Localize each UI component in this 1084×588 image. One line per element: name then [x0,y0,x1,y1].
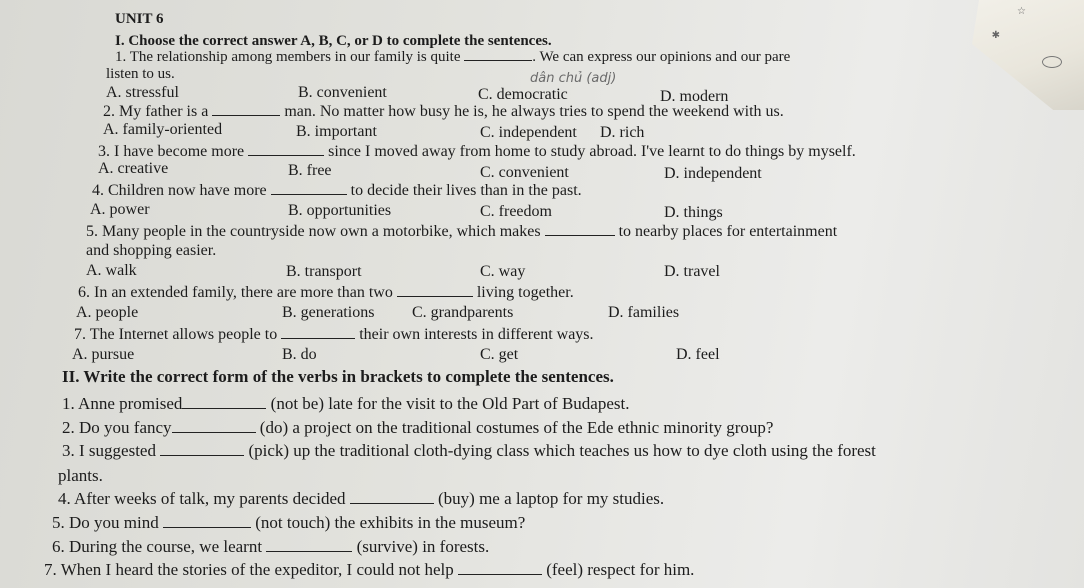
question-6 [78,283,574,302]
question-5-continued: and shopping easier. [86,242,217,259]
verb-question-3 [62,442,876,460]
question-text: 6. In an extended family, there are more than two [78,284,393,301]
verb-question-3-continued: plants. [58,466,103,485]
question-text: 5. Do you mind [52,513,159,532]
answer-blank[interactable] [266,538,352,552]
verb-question-1 [62,395,629,413]
question-text: (not be) late for the visit to the Old Part of Budapest. [270,394,630,413]
option-d[interactable]: D. independent [664,165,762,182]
doodle-mark: ✱ [991,30,1000,41]
answer-blank[interactable] [163,514,251,528]
option-b[interactable]: B. free [288,162,332,179]
option-c[interactable]: C. grandparents [412,304,514,321]
question-text: 7. The Internet allows people to [74,326,278,343]
question-text: 1. The relationship among members in our family is quite [115,49,461,65]
answer-blank[interactable] [182,395,266,409]
verb-question-2 [62,419,773,437]
option-d[interactable]: D. rich [600,124,645,141]
answer-blank[interactable] [212,102,280,116]
question-4 [92,181,582,200]
answer-blank[interactable] [545,222,615,236]
option-d[interactable]: D. feel [676,346,720,363]
question-text: (buy) me a laptop for my studies. [438,489,665,508]
question-text: (pick) up the traditional cloth-dying class which teaches us how to dye cloth using the forest [248,441,876,460]
verb-question-7 [44,561,694,579]
question-text: 4. Children now have more [92,182,267,199]
option-b[interactable]: B. transport [286,263,362,280]
question-5 [86,222,837,241]
answer-blank[interactable] [248,142,324,156]
option-b[interactable]: B. generations [282,304,375,321]
section1-heading: I. Choose the correct answer A, B, C, or D to complete the sentences. [115,33,552,49]
question-text: 2. My father is a [103,103,209,120]
question-text: (feel) respect for him. [546,560,695,579]
option-a[interactable]: A. family-oriented [103,121,223,138]
option-c[interactable]: C. democratic [478,86,568,103]
option-a[interactable]: A. stressful [106,84,179,101]
notebook-ring [1042,56,1062,68]
answer-blank[interactable] [281,325,355,339]
question-text: living together. [476,284,574,301]
verb-question-4 [58,490,664,508]
option-a[interactable]: A. power [90,201,150,218]
question-text: 3. I have become more [98,143,245,160]
option-a[interactable]: A. walk [86,262,137,279]
option-c[interactable]: C. convenient [480,164,569,181]
question-text: (not touch) the exhibits in the museum? [255,513,526,532]
option-d[interactable]: D. families [608,304,680,321]
answer-blank[interactable] [172,419,256,433]
question-3 [98,142,856,161]
option-d[interactable]: D. travel [664,263,720,280]
doodle-mark: ☆ [1017,6,1026,17]
option-a[interactable]: A. people [76,304,139,321]
option-c[interactable]: C. way [480,263,526,280]
question-2 [103,102,784,121]
question-1-continued: listen to us. [106,66,175,82]
question-text: 2. Do you fancy [62,418,172,437]
option-b[interactable]: B. do [282,346,317,363]
answer-blank[interactable] [397,283,473,297]
option-a[interactable]: A. pursue [72,346,135,363]
verb-question-6 [52,538,489,556]
answer-blank[interactable] [464,47,532,61]
question-text: to decide their lives than in the past. [350,182,582,199]
question-text: (survive) in forests. [356,537,490,556]
question-text: man. No matter how busy he is, he always tries to spend the weekend with us. [284,103,784,120]
question-text: 6. During the course, we learnt [52,537,263,556]
answer-blank[interactable] [458,561,542,575]
unit-title: UNIT 6 [115,11,164,27]
question-text: 5. Many people in the countryside now own a motorbike, which makes [86,223,541,240]
option-b[interactable]: B. opportunities [288,202,392,219]
section2-heading: II. Write the correct form of the verbs in brackets to complete the sentences. [62,367,614,386]
option-a[interactable]: A. creative [98,160,169,177]
question-text: 7. When I heard the stories of the expeditor, I could not help [44,560,454,579]
option-d[interactable]: D. things [664,204,723,221]
question-text: (do) a project on the traditional costumes of the Ede ethnic minority group? [259,418,774,437]
option-c[interactable]: C. freedom [480,203,552,220]
question-text: 1. Anne promised [62,394,183,413]
verb-question-5 [52,514,525,532]
question-text: 3. I suggested [62,441,156,460]
option-b[interactable]: B. important [296,123,377,140]
answer-blank[interactable] [160,442,244,456]
question-text: their own interests in different ways. [359,326,594,343]
question-text: to nearby places for entertainment [618,223,838,240]
question-text: 4. After weeks of talk, my parents decided [58,489,346,508]
option-d[interactable]: D. modern [660,88,729,105]
question-7 [74,325,594,344]
option-c[interactable]: C. independent [480,124,577,141]
question-text: . We can express our opinions and our pare [532,49,791,65]
answer-blank[interactable] [350,490,434,504]
notebook-corner [944,0,1084,110]
question-1 [115,47,790,66]
option-c[interactable]: C. get [480,346,519,363]
answer-blank[interactable] [271,181,347,195]
handwritten-note: dân chủ (adj) [530,71,617,86]
question-text: since I moved away from home to study abroad. I've learnt to do things by myself. [328,143,856,160]
option-b[interactable]: B. convenient [298,84,387,101]
